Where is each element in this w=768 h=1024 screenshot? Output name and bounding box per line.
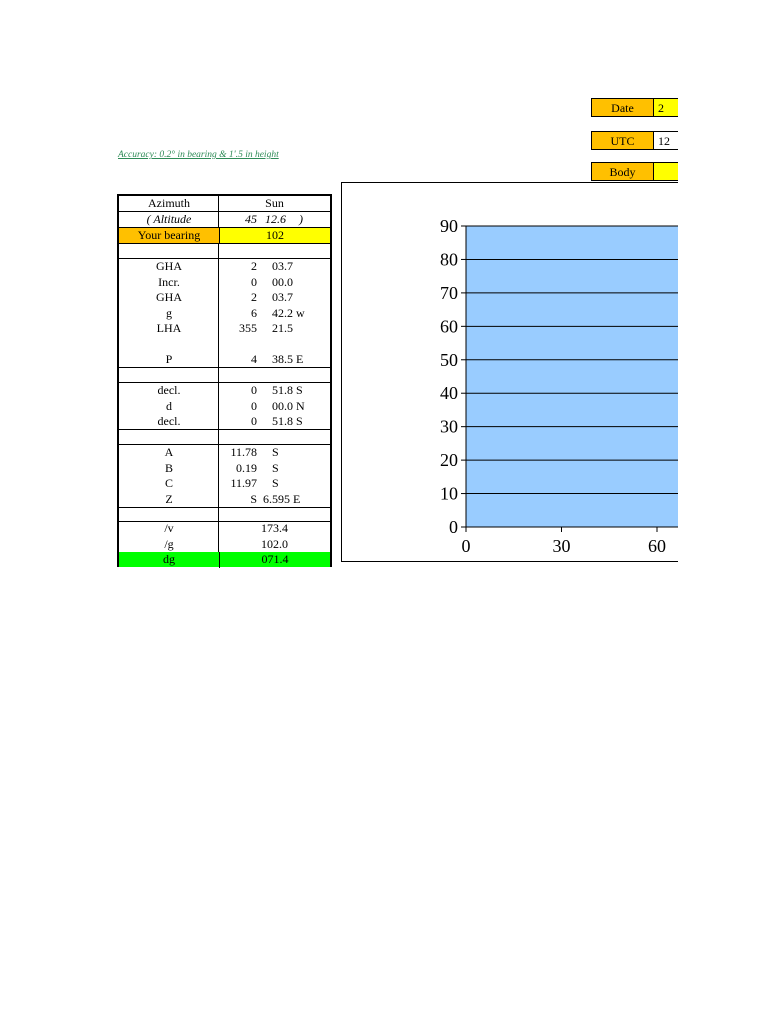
y-tick-label: 0 [449, 517, 458, 537]
row-label: g [166, 305, 172, 320]
table-row [119, 275, 330, 291]
row-label: d [166, 398, 172, 413]
divider [119, 243, 330, 244]
chart-frame [341, 182, 678, 562]
row-label: B [164, 460, 173, 475]
your-bearing-value[interactable]: 102 [219, 228, 330, 243]
divider [119, 507, 330, 508]
table-row [119, 492, 330, 508]
row-v1: 0 [251, 274, 257, 289]
altitude-label: ( Altitude [146, 212, 192, 226]
body-value[interactable] [653, 162, 678, 181]
row-v2: 00.0 [272, 274, 293, 289]
table-row [119, 306, 330, 322]
row-value: 102.0 [261, 536, 288, 551]
title-right: Sun [265, 196, 284, 210]
row-v2: 21.5 [272, 321, 293, 335]
table-row [119, 461, 330, 477]
row-v1: 4 [251, 352, 257, 366]
utc-label: UTC [591, 131, 654, 150]
y-tick-label: 70 [440, 282, 458, 303]
row-v2: 42.2 w [272, 305, 305, 320]
azimuth-table [117, 194, 332, 567]
altitude-min: 12.6 [265, 212, 286, 226]
p-row [119, 352, 330, 368]
divider [119, 367, 330, 368]
row-v2: 03.7 [272, 259, 293, 273]
table-title-row [119, 196, 330, 212]
y-tick-label: 80 [440, 249, 458, 270]
row-label: A [164, 445, 174, 459]
table-row [119, 445, 330, 461]
table-row [119, 399, 330, 415]
y-tick-label: 50 [440, 349, 458, 370]
area-chart [342, 183, 678, 563]
body-label: Body [591, 162, 654, 181]
date-label: Date [591, 98, 654, 117]
row-label: LHA [156, 321, 182, 335]
divider [119, 429, 330, 430]
x-tick-label: 0 [461, 536, 471, 556]
altitude-close: ) [299, 212, 303, 226]
row-v1: 11.78 [230, 445, 257, 459]
altitude-row [119, 212, 330, 228]
x-tick-label: 30 [552, 536, 571, 556]
utc-value[interactable]: 12 [653, 131, 678, 150]
row-label: /v [164, 521, 174, 535]
table-row [119, 383, 330, 399]
row-v2: S [272, 460, 279, 475]
table-row [119, 259, 330, 275]
your-bearing-label: Your bearing [119, 228, 219, 243]
row-label: dg [163, 552, 175, 566]
row-v1: 2 [251, 290, 257, 304]
row-v1: 0.19 [236, 460, 257, 475]
row-v2: 6.595 E [263, 491, 301, 506]
row-label: /g [164, 536, 174, 551]
row-label: C [164, 476, 173, 490]
y-tick-label: 20 [440, 450, 458, 471]
row-v1: 0 [251, 414, 257, 428]
y-tick-label: 30 [440, 416, 458, 437]
table-row [119, 537, 330, 553]
table-row [119, 290, 330, 306]
row-v1: 0 [251, 383, 257, 397]
table-row [119, 521, 330, 537]
accuracy-note: Accuracy: 0.2° in bearing & 1'.5 in height [118, 150, 279, 160]
row-v1: 2 [251, 259, 257, 273]
y-tick-label: 90 [440, 216, 458, 236]
row-v1: S [250, 491, 257, 506]
row-value: 071.4 [219, 552, 330, 568]
row-label: Z [165, 491, 173, 506]
row-label: P [165, 352, 173, 366]
title-left: Azimuth [148, 196, 190, 210]
row-v2: S [272, 445, 279, 459]
row-v2: 03.7 [272, 290, 293, 304]
altitude-deg: 45 [245, 212, 257, 226]
table-row [119, 476, 330, 492]
row-v2: 38.5 E [272, 352, 304, 366]
dg-row [119, 552, 330, 567]
your-bearing-row [119, 228, 330, 243]
row-label: decl. [157, 414, 181, 428]
date-value[interactable]: 2 [653, 98, 678, 117]
row-v2: 51.8 S [272, 414, 303, 428]
y-tick-label: 40 [440, 383, 458, 404]
row-v1: 11.97 [230, 476, 257, 490]
plot-area [466, 226, 678, 527]
row-label: decl. [157, 383, 181, 397]
row-label: GHA [156, 290, 182, 304]
row-v1: 6 [251, 305, 257, 320]
table-row [119, 321, 330, 337]
row-v1: 0 [251, 398, 257, 413]
x-tick-label: 60 [648, 536, 666, 556]
row-label: Incr. [158, 274, 180, 289]
row-v2: 00.0 N [272, 398, 305, 413]
y-tick-label: 10 [440, 483, 458, 504]
y-tick-label: 60 [440, 316, 458, 337]
table-row [119, 414, 330, 430]
row-v1: 355 [239, 321, 257, 335]
row-label: GHA [156, 259, 182, 273]
row-value: 173.4 [261, 521, 288, 535]
row-v2: S [272, 476, 279, 490]
row-v2: 51.8 S [272, 383, 303, 397]
